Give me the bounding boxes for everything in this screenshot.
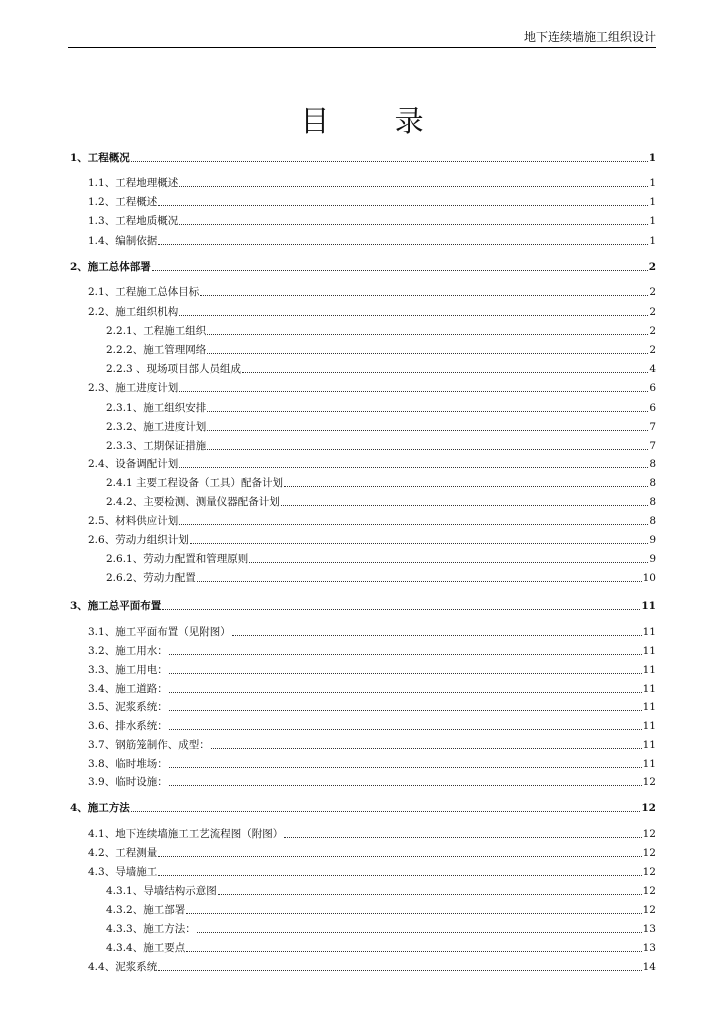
toc-entry-page-number: 1 <box>649 235 656 247</box>
toc-entry[interactable] <box>70 324 656 338</box>
toc-entry-label: 2.5、材料供应计划 <box>88 515 179 527</box>
toc-entry-label: 4.3.4、施工要点 <box>106 942 186 954</box>
toc-leader-dots <box>158 875 641 876</box>
toc-leader-dots <box>207 353 648 354</box>
toc-entry[interactable] <box>70 663 656 677</box>
toc-entry[interactable] <box>70 533 656 547</box>
toc-leader-dots <box>211 748 642 749</box>
toc-leader-dots <box>207 430 648 431</box>
toc-entry-label: 1.3、工程地质概况 <box>88 215 179 227</box>
toc-entry-label: 4.2、工程测量 <box>88 847 158 859</box>
toc-entry-label: 2.2.1、工程施工组织 <box>106 325 207 337</box>
toc-leader-dots <box>169 673 642 674</box>
toc-entry-label: 2.6、劳动力组织计划 <box>88 534 189 546</box>
toc-entry[interactable] <box>70 719 656 733</box>
toc-entry-page-number: 11 <box>642 683 656 695</box>
toc-entry[interactable] <box>70 644 656 658</box>
toc-entry-label: 2.6.1、劳动力配置和管理原则 <box>106 553 249 565</box>
toc-entry-page-number: 4 <box>649 363 656 375</box>
toc-entry[interactable] <box>70 439 656 453</box>
toc-leader-dots <box>179 186 648 187</box>
toc-entry-label: 2.3.2、施工进度计划 <box>106 421 207 433</box>
toc-entry-label: 1.2、工程概述 <box>88 196 158 208</box>
toc-entry-label: 2.4.2、主要检测、测量仪器配备计划 <box>106 496 280 508</box>
toc-entry[interactable] <box>70 922 656 936</box>
toc-entry[interactable] <box>70 214 656 228</box>
table-of-contents <box>70 0 656 1024</box>
toc-entry[interactable] <box>70 903 656 917</box>
toc-entry[interactable] <box>70 176 656 190</box>
toc-entry-page-number: 12 <box>641 802 656 814</box>
toc-leader-dots <box>162 609 640 610</box>
toc-leader-dots <box>249 562 648 563</box>
toc-leader-dots <box>197 932 642 933</box>
toc-entry-label: 2.2.3 、现场项目部人员组成 <box>106 363 242 375</box>
toc-entry[interactable] <box>70 801 656 815</box>
toc-leader-dots <box>169 654 642 655</box>
toc-leader-dots <box>284 486 648 487</box>
toc-leader-dots <box>242 372 648 373</box>
toc-entry[interactable] <box>70 846 656 860</box>
toc-leader-dots <box>200 295 648 296</box>
toc-entry[interactable] <box>70 234 656 248</box>
toc-leader-dots <box>190 543 649 544</box>
toc-entry[interactable] <box>70 362 656 376</box>
toc-leader-dots <box>152 270 648 271</box>
toc-leader-dots <box>186 951 641 952</box>
toc-entry-page-number: 11 <box>642 664 656 676</box>
toc-entry[interactable] <box>70 457 656 471</box>
toc-leader-dots <box>169 785 642 786</box>
toc-entry[interactable] <box>70 884 656 898</box>
toc-entry-page-number: 1 <box>649 196 656 208</box>
toc-entry-page-number: 13 <box>642 942 656 954</box>
toc-entry-label: 2.2、施工组织机构 <box>88 306 179 318</box>
toc-leader-dots <box>179 467 648 468</box>
toc-leader-dots <box>158 856 641 857</box>
toc-entry[interactable] <box>70 682 656 696</box>
toc-entry-page-number: 11 <box>642 626 656 638</box>
toc-leader-dots <box>207 449 648 450</box>
toc-entry[interactable] <box>70 757 656 771</box>
toc-entry-page-number: 1 <box>649 215 656 227</box>
toc-leader-dots <box>158 970 641 971</box>
toc-entry-page-number: 7 <box>649 421 656 433</box>
toc-entry[interactable] <box>70 738 656 752</box>
toc-entry[interactable] <box>70 195 656 209</box>
toc-entry-label: 4、施工方法 <box>70 802 130 814</box>
toc-entry-label: 3.1、施工平面布置（见附图） <box>88 626 231 638</box>
toc-entry-label: 2.6.2、劳动力配置 <box>106 572 196 584</box>
toc-leader-dots <box>197 581 642 582</box>
toc-entry-label: 1、工程概况 <box>70 152 130 164</box>
toc-entry-page-number: 1 <box>648 152 656 164</box>
toc-entry-label: 3.5、泥浆系统： <box>88 701 168 713</box>
toc-entry-label: 3.4、施工道路： <box>88 683 168 695</box>
toc-leader-dots <box>158 244 648 245</box>
toc-entry-page-number: 6 <box>649 382 656 394</box>
toc-entry-page-number: 8 <box>649 496 656 508</box>
toc-entry-label: 4.3、导墙施工 <box>88 866 158 878</box>
toc-entry-label: 1.1、工程地理概述 <box>88 177 179 189</box>
toc-entry-label: 2.3.1、施工组织安排 <box>106 402 207 414</box>
toc-leader-dots <box>179 315 648 316</box>
toc-entry-page-number: 11 <box>642 645 656 657</box>
toc-entry-label: 4.1、地下连续墙施工工艺流程图（附图） <box>88 828 284 840</box>
toc-entry-page-number: 12 <box>642 885 656 897</box>
toc-leader-dots <box>207 334 648 335</box>
toc-entry-label: 1.4、编制依据 <box>88 235 158 247</box>
toc-leader-dots <box>186 913 641 914</box>
toc-entry-page-number: 11 <box>642 701 656 713</box>
toc-entry-page-number: 7 <box>649 440 656 452</box>
page-title: 目 录 <box>300 104 452 139</box>
toc-entry-page-number: 2 <box>649 306 656 318</box>
toc-entry-label: 2.1、工程施工总体目标 <box>88 286 200 298</box>
toc-entry-page-number: 2 <box>649 344 656 356</box>
toc-entry-page-number: 12 <box>642 904 656 916</box>
toc-entry-label: 2.3、施工进度计划 <box>88 382 179 394</box>
toc-entry[interactable] <box>70 960 656 974</box>
toc-entry-label: 2.2.2、施工管理网络 <box>106 344 207 356</box>
toc-entry-page-number: 8 <box>649 477 656 489</box>
toc-entry-label: 2.4.1 主要工程设备（工具）配备计划 <box>106 477 284 489</box>
header-title: 地下连续墙施工组织设计 <box>523 30 656 44</box>
toc-leader-dots <box>218 894 642 895</box>
toc-leader-dots <box>131 811 641 812</box>
toc-entry-page-number: 11 <box>642 758 656 770</box>
toc-entry-page-number: 12 <box>642 866 656 878</box>
toc-entry[interactable] <box>70 599 656 613</box>
toc-entry[interactable] <box>70 941 656 955</box>
toc-entry[interactable] <box>70 260 656 274</box>
toc-entry[interactable] <box>70 420 656 434</box>
toc-entry[interactable] <box>70 151 656 165</box>
toc-entry[interactable] <box>70 285 656 299</box>
toc-entry-page-number: 1 <box>649 177 656 189</box>
toc-entry[interactable] <box>70 305 656 319</box>
toc-entry-label: 3.7、钢筋笼制作、成型： <box>88 739 210 751</box>
toc-entry-page-number: 11 <box>642 720 656 732</box>
toc-entry[interactable] <box>70 381 656 395</box>
toc-entry-label: 4.3.3、施工方法： <box>106 923 196 935</box>
toc-entry-label: 2.4、设备调配计划 <box>88 458 179 470</box>
toc-entry-label: 3.8、临时堆场： <box>88 758 168 770</box>
toc-entry[interactable] <box>70 865 656 879</box>
toc-entry-label: 3.9、临时设施： <box>88 776 168 788</box>
toc-entry-page-number: 8 <box>649 515 656 527</box>
toc-leader-dots <box>281 505 649 506</box>
toc-leader-dots <box>179 391 648 392</box>
toc-leader-dots <box>131 161 648 162</box>
toc-entry-page-number: 10 <box>642 572 656 584</box>
toc-entry-label: 4.3.1、导墙结构示意图 <box>106 885 217 897</box>
toc-entry[interactable] <box>70 700 656 714</box>
toc-leader-dots <box>284 837 641 838</box>
toc-entry-label: 3.3、施工用电： <box>88 664 168 676</box>
toc-leader-dots <box>158 205 648 206</box>
toc-entry-page-number: 2 <box>648 261 656 273</box>
toc-leader-dots <box>232 635 642 636</box>
toc-entry-page-number: 12 <box>642 847 656 859</box>
toc-entry-label: 4.3.2、施工部署 <box>106 904 186 916</box>
toc-entry-page-number: 14 <box>642 961 656 973</box>
toc-entry[interactable] <box>70 514 656 528</box>
toc-entry-page-number: 8 <box>649 458 656 470</box>
toc-entry[interactable] <box>70 625 656 639</box>
toc-entry-label: 4.4、泥浆系统 <box>88 961 158 973</box>
toc-entry[interactable] <box>70 827 656 841</box>
toc-leader-dots <box>169 729 642 730</box>
toc-entry[interactable] <box>70 343 656 357</box>
toc-entry-page-number: 6 <box>649 402 656 414</box>
toc-entry-label: 3.2、施工用水： <box>88 645 168 657</box>
toc-leader-dots <box>169 767 642 768</box>
toc-entry-page-number: 12 <box>642 828 656 840</box>
toc-entry-page-number: 2 <box>649 325 656 337</box>
toc-leader-dots <box>179 524 648 525</box>
toc-entry-page-number: 13 <box>642 923 656 935</box>
toc-entry-label: 3.6、排水系统： <box>88 720 168 732</box>
toc-entry-page-number: 11 <box>641 600 656 612</box>
toc-entry[interactable] <box>70 552 656 566</box>
toc-leader-dots <box>169 710 642 711</box>
toc-entry[interactable] <box>70 495 656 509</box>
toc-entry[interactable] <box>70 571 656 585</box>
toc-entry-label: 3、施工总平面布置 <box>70 600 162 612</box>
toc-entry-page-number: 9 <box>649 553 656 565</box>
toc-entry-label: 2、施工总体部署 <box>70 261 151 273</box>
toc-entry-page-number: 2 <box>649 286 656 298</box>
toc-entry[interactable] <box>70 476 656 490</box>
toc-entry[interactable] <box>70 401 656 415</box>
toc-leader-dots <box>179 224 648 225</box>
toc-entry-page-number: 12 <box>642 776 656 788</box>
toc-entry[interactable] <box>70 775 656 789</box>
toc-leader-dots <box>169 692 642 693</box>
toc-leader-dots <box>207 411 648 412</box>
toc-entry-page-number: 11 <box>642 739 656 751</box>
toc-entry-page-number: 9 <box>649 534 656 546</box>
toc-entry-label: 2.3.3、工期保证措施 <box>106 440 207 452</box>
